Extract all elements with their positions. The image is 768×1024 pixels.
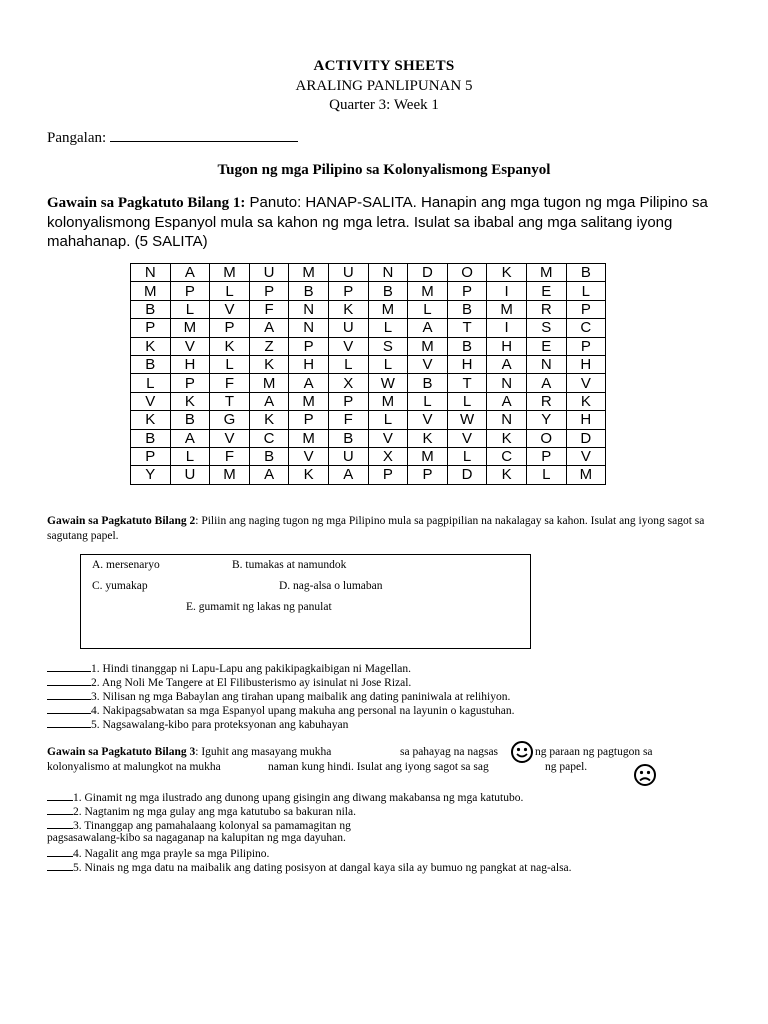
grid-cell: L: [408, 392, 448, 410]
answer-blank[interactable]: [47, 818, 73, 829]
answer-blank[interactable]: [47, 804, 73, 815]
answer-blank[interactable]: [47, 689, 91, 700]
grid-row: [131, 355, 606, 373]
grid-cell: L: [368, 411, 408, 429]
grid-cell: N: [526, 355, 566, 373]
grid-cell: M: [170, 319, 210, 337]
grid-cell: D: [447, 466, 487, 484]
grid-row: [131, 447, 606, 465]
grid-cell: H: [566, 355, 606, 373]
answer-blank[interactable]: [47, 846, 73, 857]
grid-cell: P: [447, 282, 487, 300]
grid-cell: V: [566, 447, 606, 465]
grid-cell: P: [408, 466, 448, 484]
grid-cell: I: [487, 282, 527, 300]
grid-cell: B: [447, 300, 487, 318]
grid-cell: Y: [131, 466, 171, 484]
grid-cell: U: [328, 264, 368, 282]
grid-cell: G: [210, 411, 250, 429]
gawain1-text: Panuto: HANAP-SALITA. Hanapin ang mga tugon ng mga Pilipino sa kolonyalismong Espanyol mula sa kahon ng mga letra. Isulat sa ibabal ang mga salitang iyong mahahanap. (5 SALITA): [47, 194, 708, 250]
grid-cell: B: [408, 374, 448, 392]
grid-row: [131, 411, 606, 429]
grid-cell: L: [526, 466, 566, 484]
grid-cell: L: [447, 392, 487, 410]
grid-cell: N: [487, 411, 527, 429]
grid-cell: P: [566, 300, 606, 318]
grid-cell: K: [289, 466, 329, 484]
grid-cell: M: [289, 392, 329, 410]
grid-cell: M: [368, 300, 408, 318]
grid-cell: V: [368, 429, 408, 447]
grid-cell: L: [566, 282, 606, 300]
name-label: Pangalan:: [47, 130, 107, 146]
answer-blank[interactable]: [47, 860, 73, 871]
grid-cell: M: [408, 447, 448, 465]
grid-cell: K: [328, 300, 368, 318]
gawain2-text: : Piliin ang naging tugon ng mga Pilipino mula sa pagpipilian na nakalagay sa kahon. Isulat ang iyong sagot sa sagutang papel.: [47, 515, 705, 542]
grid-cell: M: [210, 264, 250, 282]
sheet-title: ACTIVITY SHEETS: [313, 58, 455, 74]
grid-cell: V: [210, 300, 250, 318]
grid-row: [131, 282, 606, 300]
grid-cell: M: [408, 337, 448, 355]
grid-row: [131, 337, 606, 355]
grid-cell: O: [526, 429, 566, 447]
grid-row: [131, 429, 606, 447]
grid-cell: V: [447, 429, 487, 447]
grid-cell: B: [131, 300, 171, 318]
g3-question-3-cont: pagsasawalang-kibo sa nagaganap na kalupitan ng mga dayuhan.: [47, 832, 346, 844]
smiley-face-icon: [510, 740, 534, 764]
grid-cell: K: [131, 337, 171, 355]
grid-cell: L: [328, 355, 368, 373]
grid-cell: M: [566, 466, 606, 484]
g3-question-1: 1. Ginamit ng mga ilustrado ang dunong upang gisingin ang diwang makabansa ng mga katutubo.: [47, 790, 523, 804]
grid-cell: M: [408, 282, 448, 300]
grid-cell: L: [131, 374, 171, 392]
answer-blank[interactable]: [47, 675, 91, 686]
grid-cell: K: [487, 466, 527, 484]
grid-cell: B: [170, 411, 210, 429]
option-e: E. gumamit ng lakas ng panulat: [186, 601, 332, 613]
grid-cell: B: [131, 355, 171, 373]
grid-cell: R: [526, 392, 566, 410]
grid-cell: H: [487, 337, 527, 355]
grid-cell: V: [131, 392, 171, 410]
subject-title: ARALING PANLIPUNAN 5: [295, 78, 473, 94]
g3-question-5: 5. Ninais ng mga datu na maibalik ang dating posisyon at dangal kaya sila ay bumuo ng pangkat at nag-alsa.: [47, 860, 572, 874]
grid-cell: S: [368, 337, 408, 355]
answer-blank[interactable]: [47, 661, 91, 672]
grid-cell: D: [566, 429, 606, 447]
grid-cell: M: [289, 429, 329, 447]
grid-cell: B: [368, 282, 408, 300]
answer-blank[interactable]: [47, 703, 91, 714]
grid-cell: P: [566, 337, 606, 355]
grid-cell: D: [408, 264, 448, 282]
grid-cell: V: [408, 411, 448, 429]
grid-cell: X: [368, 447, 408, 465]
word-search-grid: [130, 263, 606, 485]
grid-cell: N: [487, 374, 527, 392]
grid-cell: E: [526, 337, 566, 355]
gawain3-title: Gawain sa Pagkatuto Bilang 3: [47, 746, 196, 758]
gawain3-line1b: sa pahayag na nagsas: [400, 746, 499, 758]
grid-cell: K: [131, 411, 171, 429]
name-field[interactable]: [47, 128, 298, 147]
grid-cell: P: [526, 447, 566, 465]
name-line[interactable]: [110, 128, 298, 142]
grid-cell: A: [526, 374, 566, 392]
g2-question-1: 1. Hindi tinanggap ni Lapu-Lapu ang pakikipagkaibigan ni Magellan.: [47, 661, 411, 675]
grid-cell: O: [447, 264, 487, 282]
gawain3-line2c: ng papel.: [545, 761, 588, 773]
grid-cell: K: [249, 355, 289, 373]
grid-cell: K: [249, 411, 289, 429]
grid-cell: X: [328, 374, 368, 392]
grid-cell: P: [368, 466, 408, 484]
option-d: D. nag-alsa o lumaban: [279, 580, 383, 592]
grid-cell: A: [170, 264, 210, 282]
grid-cell: P: [170, 282, 210, 300]
grid-cell: M: [289, 264, 329, 282]
g2-question-3: 3. Nilisan ng mga Babaylan ang tirahan upang maibalik ang dating paniniwala at relihiyon.: [47, 689, 510, 703]
grid-cell: H: [289, 355, 329, 373]
g2-question-4: 4. Nakipagsabwatan sa mga Espanyol upang makuha ang personal na layunin o kagustuhan.: [47, 703, 514, 717]
g2-question-5: 5. Nagsawalang-kibo para proteksyonan ang kabuhayan: [47, 717, 348, 731]
grid-cell: B: [566, 264, 606, 282]
grid-cell: V: [210, 429, 250, 447]
grid-cell: P: [210, 319, 250, 337]
grid-cell: C: [487, 447, 527, 465]
grid-cell: B: [249, 447, 289, 465]
grid-cell: A: [328, 466, 368, 484]
grid-cell: Z: [249, 337, 289, 355]
grid-cell: V: [566, 374, 606, 392]
gawain3-line2: kolonyalismo at malungkot na mukha: [47, 761, 221, 773]
grid-cell: V: [408, 355, 448, 373]
grid-cell: L: [170, 447, 210, 465]
grid-cell: M: [368, 392, 408, 410]
grid-cell: S: [526, 319, 566, 337]
grid-row: [131, 264, 606, 282]
grid-cell: N: [289, 300, 329, 318]
grid-cell: M: [249, 374, 289, 392]
grid-cell: E: [526, 282, 566, 300]
grid-cell: L: [447, 447, 487, 465]
grid-cell: K: [487, 264, 527, 282]
topic-title: Tugon ng mga Pilipino sa Kolonyalismong Espanyol: [217, 162, 551, 178]
grid-cell: M: [526, 264, 566, 282]
g2-question-2: 2. Ang Noli Me Tangere at El Filibusterismo ay isinulat ni Jose Rizal.: [47, 675, 411, 689]
grid-cell: F: [210, 374, 250, 392]
gawain1-instructions: [47, 193, 737, 251]
sad-face-icon: [633, 763, 657, 787]
grid-cell: Y: [526, 411, 566, 429]
grid-cell: A: [249, 392, 289, 410]
g3-question-2: 2. Nagtanim ng mga gulay ang mga katutubo sa bakuran nila.: [47, 804, 356, 818]
grid-cell: V: [170, 337, 210, 355]
grid-cell: L: [210, 282, 250, 300]
grid-cell: P: [131, 319, 171, 337]
grid-cell: A: [289, 374, 329, 392]
grid-cell: B: [289, 282, 329, 300]
g3-question-4: 4. Nagalit ang mga prayle sa mga Pilipino.: [47, 846, 269, 860]
gawain3-line1: Gawain sa Pagkatuto Bilang 3: Iguhit ang masayang mukha: [47, 746, 332, 758]
grid-cell: A: [249, 319, 289, 337]
option-a: A. mersenaryo: [92, 559, 160, 571]
grid-row: [131, 374, 606, 392]
grid-cell: L: [408, 300, 448, 318]
grid-cell: U: [170, 466, 210, 484]
grid-cell: T: [447, 374, 487, 392]
grid-cell: U: [328, 319, 368, 337]
grid-cell: K: [566, 392, 606, 410]
grid-cell: B: [328, 429, 368, 447]
grid-cell: C: [566, 319, 606, 337]
grid-cell: P: [289, 411, 329, 429]
choices-box: [80, 554, 531, 649]
grid-cell: L: [368, 355, 408, 373]
grid-cell: L: [368, 319, 408, 337]
grid-cell: B: [447, 337, 487, 355]
grid-cell: M: [210, 466, 250, 484]
grid-cell: M: [131, 282, 171, 300]
grid-cell: A: [487, 392, 527, 410]
grid-cell: T: [447, 319, 487, 337]
grid-cell: W: [447, 411, 487, 429]
grid-cell: N: [131, 264, 171, 282]
answer-blank[interactable]: [47, 717, 91, 728]
option-c: C. yumakap: [92, 580, 148, 592]
grid-cell: L: [170, 300, 210, 318]
grid-cell: K: [408, 429, 448, 447]
grid-cell: I: [487, 319, 527, 337]
grid-cell: P: [328, 392, 368, 410]
grid-cell: U: [328, 447, 368, 465]
grid-row: [131, 319, 606, 337]
grid-row: [131, 466, 606, 484]
grid-cell: P: [289, 337, 329, 355]
grid-cell: P: [131, 447, 171, 465]
grid-cell: K: [210, 337, 250, 355]
grid-cell: H: [170, 355, 210, 373]
grid-cell: B: [131, 429, 171, 447]
grid-cell: F: [328, 411, 368, 429]
answer-blank[interactable]: [47, 790, 73, 801]
grid-cell: L: [210, 355, 250, 373]
grid-cell: H: [566, 411, 606, 429]
grid-cell: K: [487, 429, 527, 447]
gawain2-instructions: [47, 514, 727, 544]
gawain3-line2b: naman kung hindi. Isulat ang iyong sagot sa sag: [268, 761, 489, 773]
grid-cell: A: [408, 319, 448, 337]
grid-cell: R: [526, 300, 566, 318]
grid-cell: C: [249, 429, 289, 447]
g3-question-3: 3. Tinanggap ang pamahalaang kolonyal sa pamamagitan ng: [47, 818, 351, 832]
grid-cell: V: [328, 337, 368, 355]
grid-cell: A: [487, 355, 527, 373]
quarter-label: Quarter 3: Week 1: [329, 97, 439, 113]
grid-cell: N: [289, 319, 329, 337]
grid-cell: U: [249, 264, 289, 282]
grid-cell: H: [447, 355, 487, 373]
gawain2-title: Gawain sa Pagkatuto Bilang 2: [47, 515, 196, 527]
grid-cell: P: [249, 282, 289, 300]
grid-cell: W: [368, 374, 408, 392]
grid-cell: A: [170, 429, 210, 447]
grid-cell: M: [487, 300, 527, 318]
grid-cell: N: [368, 264, 408, 282]
grid-row: [131, 300, 606, 318]
grid-cell: K: [170, 392, 210, 410]
grid-cell: V: [289, 447, 329, 465]
grid-cell: P: [328, 282, 368, 300]
option-b: B. tumakas at namundok: [232, 559, 347, 571]
gawain1-title: Gawain sa Pagkatuto Bilang 1:: [47, 195, 246, 211]
grid-cell: F: [249, 300, 289, 318]
grid-cell: F: [210, 447, 250, 465]
grid-cell: A: [249, 466, 289, 484]
grid-cell: T: [210, 392, 250, 410]
gawain3-line1c: ng paraan ng pagtugon sa: [535, 746, 653, 758]
grid-cell: P: [170, 374, 210, 392]
grid-row: [131, 392, 606, 410]
